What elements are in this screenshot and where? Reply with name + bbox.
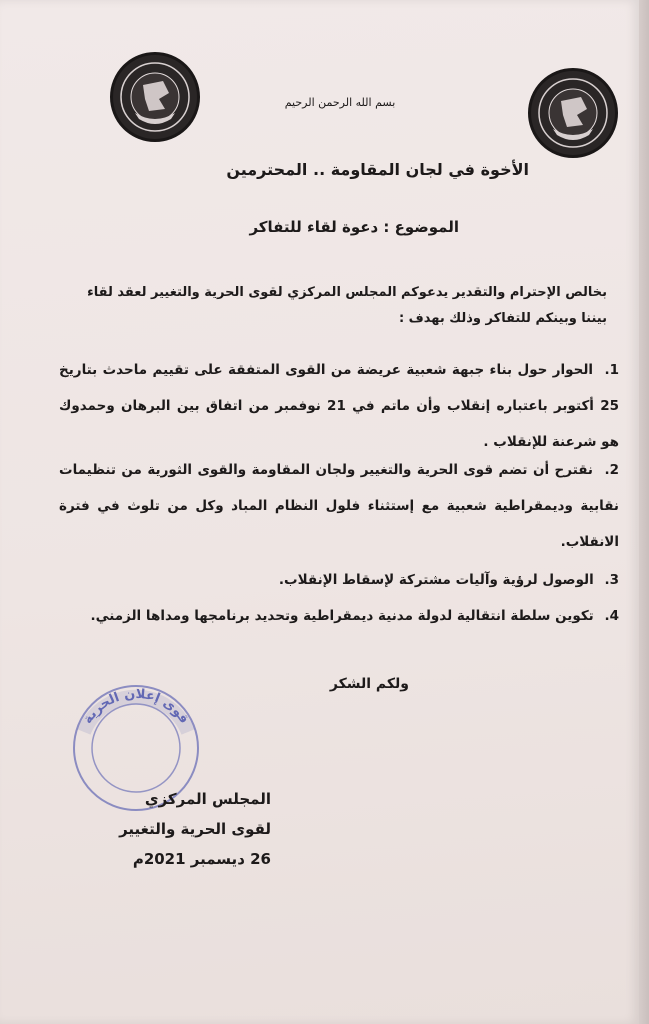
- list-item: [59, 452, 619, 560]
- list-item: [59, 562, 619, 598]
- stamp-text: قوى إعلان الحرية: [80, 686, 192, 727]
- signature-forces: لقوى الحرية والتغيير: [119, 820, 271, 838]
- signature-council: المجلس المركزي: [144, 790, 271, 808]
- closing-thanks: ولكم الشكر: [329, 676, 409, 692]
- intro-paragraph: بخالص الإحترام والتقدير يدعوكم المجلس المركزي لقوى الحرية والتغيير لعقد لقاء بيننا وبينكم للتفاكر وذلك بهدف :: [87, 285, 607, 326]
- item-number: 3.: [604, 572, 619, 588]
- list-item: [59, 352, 619, 460]
- basmala: بسم الله الرحمن الرحيم: [284, 96, 396, 109]
- item-text: تكوين سلطة انتقالية لدولة مدنية ديمقراطية وتحديد برنامجها ومداها الزمني.: [90, 608, 594, 624]
- subject-line: الموضوع : دعوة لقاء للتفاكر: [249, 218, 459, 236]
- item-number: 1.: [604, 362, 619, 378]
- emblem-logo-left: [110, 52, 200, 142]
- recipient-line: الأخوة في لجان المقاومة .. المحترمين: [226, 160, 529, 179]
- signature-date: 26 ديسمبر 2021م: [132, 850, 271, 868]
- item-text: نقترح أن تضم قوى الحرية والتغيير ولجان المقاومة والقوى الثورية من تنظيمات نقابية وديمقراطية شعبية مع إستثناء فلول النظام المباد وكل من تلوث في فترة الانقلاب.: [59, 462, 619, 550]
- item-number: 4.: [604, 608, 619, 624]
- emblem-logo-right: [528, 68, 618, 158]
- item-text: الوصول لرؤية وآليات مشتركة لإسقاط الإنقلاب.: [278, 572, 594, 588]
- item-number: 2.: [604, 462, 620, 478]
- item-text: الحوار حول بناء جبهة شعبية عريضة من القوى المتفقة على تقييم ماحدث بتاريخ 25 أكتوبر باعتباره إنقلاب وأن ماتم في 21 نوفمبر من اتفاق بين البرهان وحمدوك هو شرعنة للإنقلاب .: [59, 362, 619, 450]
- list-item: [59, 598, 619, 634]
- page-edge: [639, 0, 649, 1024]
